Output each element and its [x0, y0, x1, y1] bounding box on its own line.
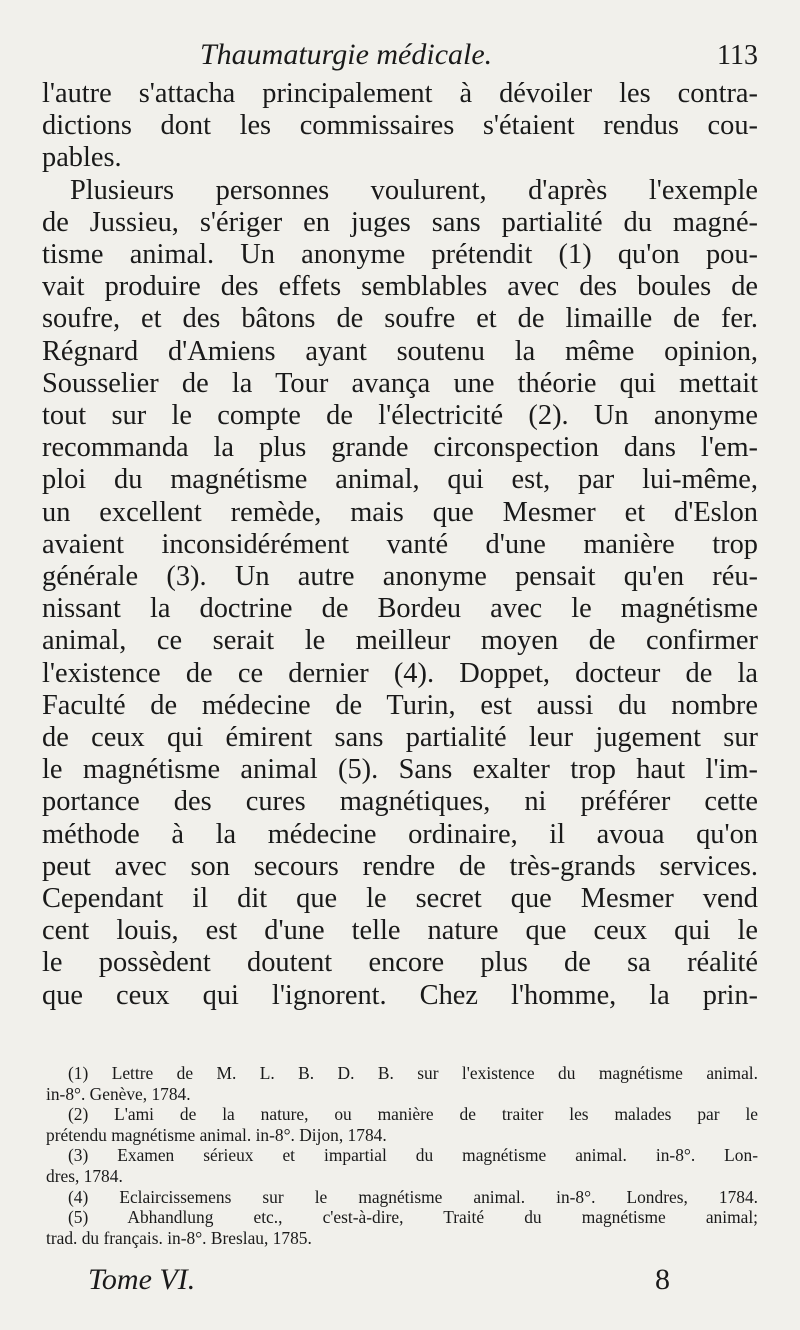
running-title: Thaumaturgie médicale. [200, 38, 493, 71]
text-line: de Jussieu, s'ériger en juges sans partialité du magné- [42, 206, 758, 238]
footnote-line: (1) Lettre de M. L. B. D. B. sur l'existence du magnétisme animal. [68, 1063, 758, 1083]
text-line: l'autre s'attacha principalement à dévoiler les contra- [42, 78, 758, 109]
body-text [42, 78, 758, 1012]
text-line: recommanda la plus grande circonspection dans l'em- [42, 432, 758, 464]
text-line: Sousselier de la Tour avança une théorie qui mettait [42, 367, 758, 399]
text-line: pables. [42, 142, 122, 174]
text-line: animal, ce serait le meilleur moyen de confirmer [42, 625, 758, 657]
text-line: l'existence de ce dernier (4). Doppet, docteur de la [42, 657, 758, 689]
footnote-line: (3) Examen sérieux et impartial du magnétisme animal. in-8°. Lon- [68, 1145, 758, 1166]
text-line: vait produire des effets semblables avec des boules de [42, 271, 758, 303]
text-line: que ceux qui l'ignorent. Chez l'homme, la prin- [42, 979, 758, 1011]
footnote-line: (2) L'ami de la nature, ou manière de traiter les malades par le [68, 1104, 758, 1125]
footnotes [46, 1063, 758, 1248]
footnote-line: dres, 1784. [46, 1165, 123, 1186]
signature-mark: 8 [655, 1263, 670, 1296]
text-line: le magnétisme animal (5). Sans exalter trop haut l'im- [42, 754, 758, 786]
text-line: Cependant il dit que le secret que Mesmer vend [42, 883, 758, 915]
text-line: avaient inconsidérément vanté d'une manière trop [42, 528, 758, 560]
text-line: dictions dont les commissaires s'étaient rendus cou- [42, 110, 758, 142]
text-line: tout sur le compte de l'électricité (2). Un anonyme [42, 400, 758, 432]
footnote-line: prétendu magnétisme animal. in-8°. Dijon, 1784. [46, 1124, 387, 1145]
text-line: un excellent remède, mais que Mesmer et d'Eslon [42, 496, 758, 528]
text-line: méthode à la médecine ordinaire, il avoua qu'on [42, 818, 758, 850]
text-line: soufre, et des bâtons de soufre et de limaille de fer. [42, 303, 758, 335]
text-line: générale (3). Un autre anonyme pensait qu'en réu- [42, 561, 758, 593]
volume-label: Tome VI. [88, 1263, 196, 1296]
text-line: Faculté de médecine de Turin, est aussi du nombre [42, 689, 758, 721]
text-line: cent louis, est d'une telle nature que ceux qui le [42, 915, 758, 947]
text-line: le possèdent doutent encore plus de sa réalité [42, 947, 758, 979]
text-line: de ceux qui émirent sans partialité leur jugement sur [42, 722, 758, 754]
footnote-line: in-8°. Genève, 1784. [46, 1083, 191, 1104]
text-line: tisme animal. Un anonyme prétendit (1) qu'on pou- [42, 239, 758, 271]
text-line: peut avec son secours rendre de très-grands services. [42, 850, 758, 882]
text-line: Plusieurs personnes voulurent, d'après l'exemple [70, 174, 758, 206]
text-line: portance des cures magnétiques, ni préférer cette [42, 786, 758, 818]
text-line: Régnard d'Amiens ayant soutenu la même opinion, [42, 335, 758, 367]
running-header [200, 38, 758, 72]
footnote-line: (5) Abhandlung etc., c'est-à-dire, Traité du magnétisme animal; [68, 1207, 758, 1228]
footnote-line: trad. du français. in-8°. Breslau, 1785. [46, 1227, 312, 1248]
text-line: ploi du magnétisme animal, qui est, par lui-même, [42, 464, 758, 496]
text-line: nissant la doctrine de Bordeu avec le magnétisme [42, 593, 758, 625]
page-number: 113 [717, 40, 758, 71]
page-footer [88, 1263, 670, 1297]
footnote-line: (4) Eclaircissemens sur le magnétisme animal. in-8°. Londres, 1784. [68, 1186, 758, 1207]
